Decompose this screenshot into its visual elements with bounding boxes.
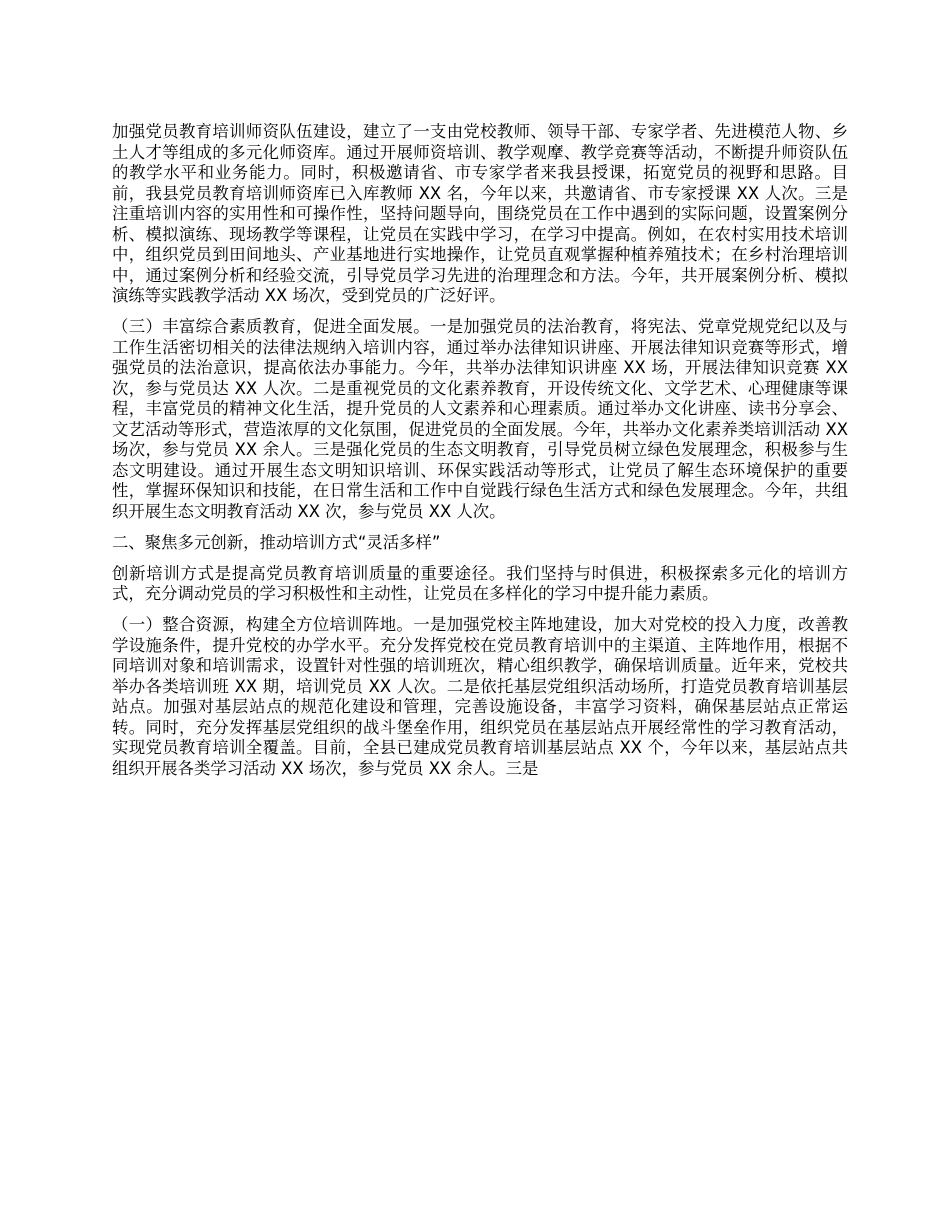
paragraph-teacher-team: 加强党员教育培训师资队伍建设，建立了一支由党校教师、领导干部、专家学者、先进模范人物、乡土人才等组成的多元化师资库。通过开展师资培训、教学观摩、教学竞赛等活动，不断提升师资队伍的教学水平和业务能力。同时，积极邀请省、市专家学者来我县授课，拓宽党员的视野和思路。目前，我县党员教育培训师资库已入库教师 XX 名，今年以来，共邀请省、市专家授课 XX 人次。三是注重培训内容的实用性和可操作性，坚持问题导向，围绕党员在工作中遇到的实际问题，设置案例分析、模拟演练、现场教学等课程，让党员在实践中学习，在学习中提高。例如，在农村实用技术培训中，组织党员到田间地头、产业基地进行实地操作，让党员直观掌握种植养殖技术；在乡村治理培训中，通过案例分析和经验交流，引导党员学习先进的治理理念和方法。今年，共开展案例分析、模拟演练等实践教学活动 XX 场次，受到党员的广泛好评。	[112, 122, 848, 305]
paragraph-training-methods: 创新培训方式是提高党员教育培训质量的重要途径。我们坚持与时俱进，积极探索多元化的培训方式，充分调动党员的学习积极性和主动性，让党员在多样化的学习中提升能力素质。	[112, 563, 848, 603]
paragraph-comprehensive-quality: （三）丰富综合素质教育，促进全面发展。一是加强党员的法治教育，将宪法、党章党规党纪以及与工作生活密切相关的法律法规纳入培训内容，通过举办法律知识讲座、开展法律知识竞赛等形式，增强党员的法治意识，提高依法办事能力。今年，共举办法律知识讲座 XX 场，开展法律知识竞赛 XX 次，参与党员达 XX 人次。二是重视党员的文化素养教育，开设传统文化、文学艺术、心理健康等课程，丰富党员的精神文化生活，提升党员的人文素养和心理素质。通过举办文化讲座、读书分享会、文艺活动等形式，营造浓厚的文化氛围，促进党员的全面发展。今年，共举办文化素养类培训活动 XX 场次，参与党员 XX 余人。三是强化党员的生态文明教育，引导党员树立绿色发展理念，积极参与生态文明建设。通过开展生态文明知识培训、环保实践活动等形式，让党员了解生态环境保护的重要性，掌握环保知识和技能，在日常生活和工作中自觉践行绿色生活方式和绿色发展理念。今年，共组织开展生态文明教育活动 XX 次，参与党员 XX 人次。	[112, 317, 848, 521]
paragraph-integrate-resources: （一）整合资源，构建全方位培训阵地。一是加强党校主阵地建设，加大对党校的投入力度，改善教学设施条件，提升党校的办学水平。充分发挥党校在党员教育培训中的主渠道、主阵地作用，根据不同培训对象和培训需求，设置针对性强的培训班次，精心组织教学，确保培训质量。近年来，党校共举办各类培训班 XX 期，培训党员 XX 人次。二是依托基层党组织活动场所，打造党员教育培训基层站点。加强对基层站点的规范化建设和管理，完善设施设备，丰富学习资料，确保基层站点正常运转。同时，充分发挥基层党组织的战斗堡垒作用，组织党员在基层站点开展经常性的学习教育活动，实现党员教育培训全覆盖。目前，全县已建成党员教育培训基层站点 XX 个，今年以来，基层站点共组织开展各类学习活动 XX 场次，参与党员 XX 余人。三是	[112, 615, 848, 778]
section-heading-innovation: 二、聚焦多元创新，推动培训方式“灵活多样”	[112, 532, 441, 552]
document-body	[112, 122, 848, 790]
